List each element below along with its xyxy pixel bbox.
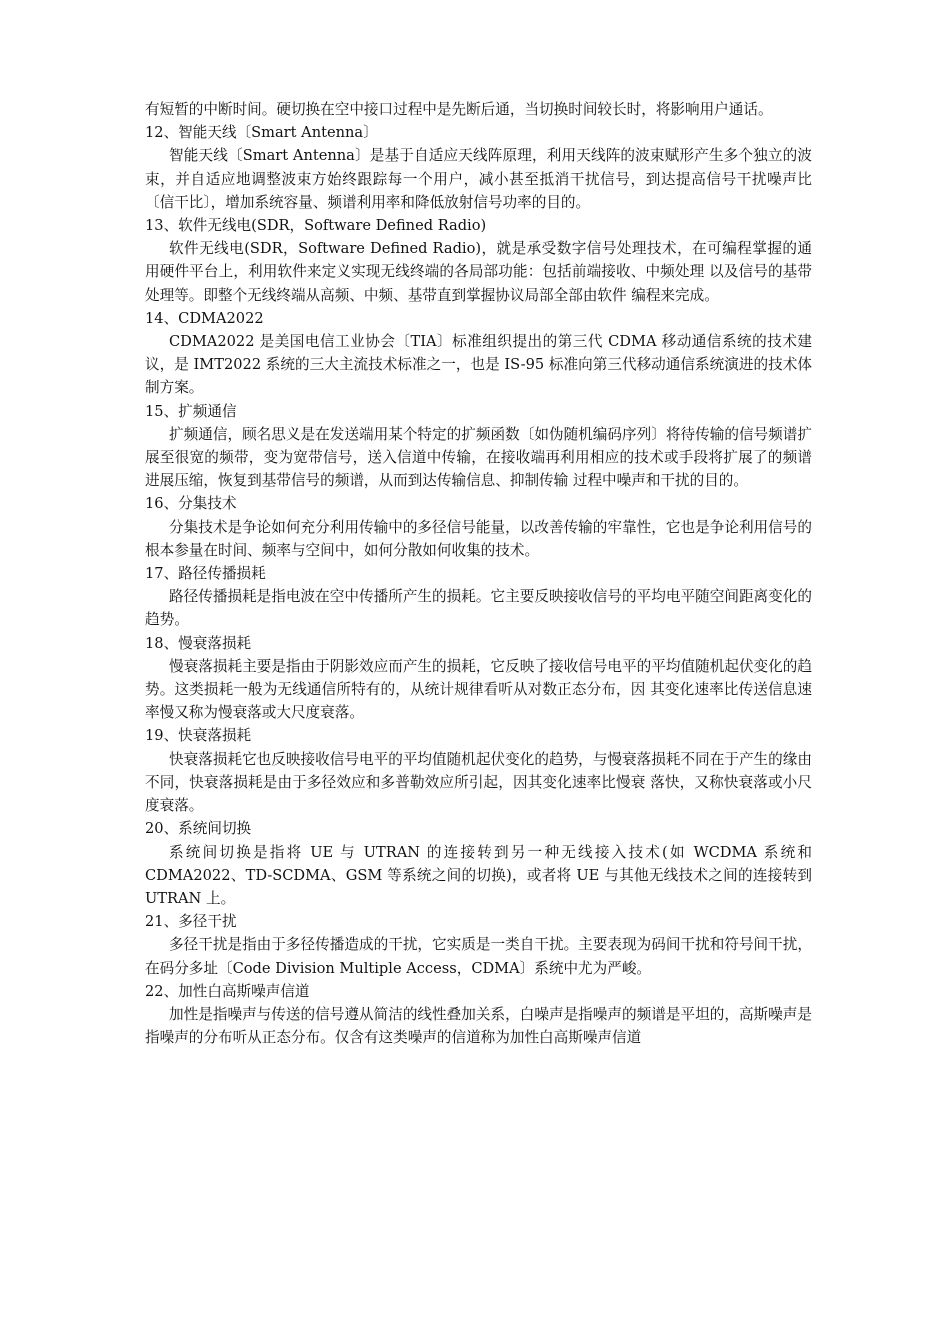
- section-heading-21: 21、多径干扰: [145, 913, 237, 931]
- section-body-17: 路径传播损耗是指电波在空中传播所产生的损耗。它主要反映接收信号的平均电平随空间距离变化的趋势。: [145, 588, 812, 629]
- section-body-15: 扩频通信，顾名思义是在发送端用某个特定的扩频函数〔如伪随机编码序列〕将待传输的信号频谱扩展至很宽的频带，变为宽带信号，送入信道中传输，在接收端再利用相应的技术或手段将扩展了的频谱进展压缩，恢复到基带信号的频谱，从而到达传输信息、抑制传输 过程中噪声和干扰的目的。: [145, 425, 812, 490]
- section-body-22: 加性是指噪声与传送的信号遵从简洁的线性叠加关系，白噪声是指噪声的频谱是平坦的，高斯噪声是指噪声的分布听从正态分布。仅含有这类噪声的信道称为加性白高斯噪声信道: [145, 1005, 812, 1047]
- section-heading-18: 18、慢衰落损耗: [145, 634, 252, 652]
- section-heading-17: 17、路径传播损耗: [145, 565, 266, 583]
- section-heading-14: 14、CDMA2022: [145, 309, 264, 327]
- section-heading-16: 16、分集技术: [145, 495, 237, 513]
- section-body-20: 系统间切换是指将 UE 与 UTRAN 的连接转到另一种无线接入技术(如 WCDMA 系统和CDMA2022、TD-SCDMA、GSM 等系统之间的切换)，或者将 UE 与其他无线技术之间的连接转到 UTRAN 上。: [145, 843, 812, 907]
- section-body-16: 分集技术是争论如何充分利用传输中的多径信号能量，以改善传输的牢靠性，它也是争论利用信号的根本参量在时间、频率与空间中，如何分散如何收集的技术。: [145, 518, 812, 559]
- section-heading-19: 19、快衰落损耗: [145, 727, 252, 745]
- section-body-19: 快衰落损耗它也反映接收信号电平的平均值随机起伏变化的趋势，与慢衰落损耗不同在于产生的缘由不同，快衰落损耗是由于多径效应和多普勒效应所引起，因其变化速率比慢衰 落快，又称快衰落或小尺度衰落。: [145, 750, 812, 815]
- section-heading-12: 12、智能天线〔Smart Antenna〕: [145, 124, 378, 142]
- section-heading-15: 15、扩频通信: [145, 402, 237, 420]
- section-body-18: 慢衰落损耗主要是指由于阴影效应而产生的损耗，它反映了接收信号电平的平均值随机起伏变化的趋势。这类损耗一般为无线通信所特有的，从统计规律看听从对数正态分布，因 其变化速率比传送信息速率慢又称为慢衰落或大尺度衰落。: [145, 657, 812, 722]
- intro-paragraph: 有短暂的中断时间。硬切换在空中接口过程中是先断后通，当切换时间较长时，将影响用户通话。: [145, 101, 773, 118]
- section-heading-22: 22、加性白高斯噪声信道: [145, 982, 310, 1000]
- section-body-12: 智能天线〔Smart Antenna〕是基于自适应天线阵原理，利用天线阵的波束赋形产生多个独立的波束，并自适应地调整波束方始终跟踪每一个用户，减小甚至抵消干扰信号，到达提高信号干扰噪声比〔信干比〕，增加系统容量、频谱利用率和降低放射信号功率的目的。: [145, 147, 812, 211]
- section-heading-13: 13、软件无线电(SDR，Software Defined Radio): [145, 217, 487, 235]
- section-heading-20: 20、系统间切换: [145, 820, 252, 838]
- section-body-21: 多径干扰是指由于多径传播造成的干扰，它实质是一类自干扰。主要表现为码间干扰和符号间干扰，在码分多址〔Code Division Multiple Access，CDMA〕系统中尤为严峻。: [145, 936, 812, 977]
- document-page: [145, 98, 812, 1049]
- section-body-14: CDMA2022 是美国电信工业协会〔TIA〕标准组织提出的第三代 CDMA 移动通信系统的技术建议，是 IMT2022 系统的三大主流技术标准之一，也是 IS-95 标准向第三代移动通信系统演进的技术体制方案。: [145, 333, 812, 397]
- section-body-13: 软件无线电(SDR，Software Defined Radio)，就是承受数字信号处理技术，在可编程掌握的通用硬件平台上，利用软件来定义实现无线终端的各局部功能：包括前端接收、中频处理 以及信号的基带处理等。即整个无线终端从高频、中频、基带直到掌握协议局部全部由软件 编程来完成。: [145, 240, 812, 304]
